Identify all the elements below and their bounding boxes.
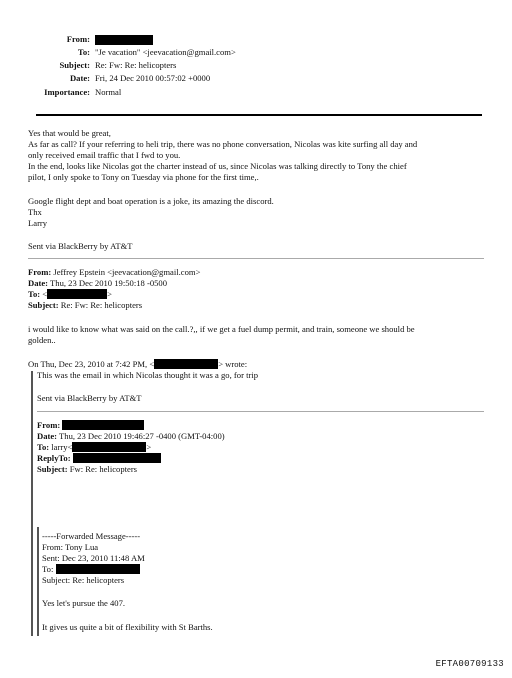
from-label: From: (37, 420, 61, 430)
redaction-box (72, 442, 146, 452)
importance-label: Importance: (44, 87, 90, 97)
forward-body-line: Yes let's pursue the 407. (42, 598, 126, 608)
to-label: To: (77, 47, 90, 57)
message-divider (28, 258, 484, 259)
to-prefix: < (42, 289, 48, 299)
msg2-body-line: i would like to know what was said on the call.?,, if we get a fuel dump permit, and train, someone we should be (28, 324, 415, 334)
quote-line: This was the email in which Nicolas thought it was a go, for trip (37, 370, 259, 380)
redaction-box (154, 359, 218, 369)
redaction-box (95, 35, 153, 45)
redaction-box (62, 420, 144, 430)
redaction-box (56, 564, 140, 574)
from-label: From: (28, 267, 52, 277)
quote-signature: Sent via BlackBerry by AT&T (37, 393, 142, 403)
reply-line: Larry (28, 218, 48, 228)
reply-line: Yes that would be great, (28, 128, 111, 138)
date-label: Date: (37, 431, 58, 441)
redaction-box (73, 453, 161, 463)
redaction-box (47, 289, 107, 299)
subject-value: Re: Fw: Re: helicopters (60, 300, 143, 310)
msg2-body-line: golden.. (28, 335, 56, 345)
forward-from: From: Tony Lua (42, 542, 99, 552)
header-divider (36, 114, 482, 116)
importance-value: Normal (95, 87, 122, 97)
date-label: Date: (69, 73, 90, 83)
to-suffix: > (107, 289, 112, 299)
forward-body-line: It gives us quite a bit of flexibility with St Barths. (42, 622, 213, 632)
subject-label: Subject: (59, 60, 90, 70)
forward-sent: Sent: Dec 23, 2010 11:48 AM (42, 553, 145, 563)
replyto-label: ReplyTo: (37, 453, 71, 463)
subject-value: Re: Fw: Re: helicopters (95, 60, 177, 70)
to-prefix: larry< (51, 442, 73, 452)
forward-bar (37, 527, 39, 636)
reply-line: Google flight dept and boat operation is a joke, its amazing the discord. (28, 196, 274, 206)
quote-bar (31, 371, 33, 636)
date-value: Fri, 24 Dec 2010 00:57:02 +0000 (95, 73, 211, 83)
forward-subject: Subject: Re: helicopters (42, 575, 125, 585)
to-label: To: (37, 442, 50, 452)
date-value: Thu, 23 Dec 2010 19:46:27 -0400 (GMT-04:00) (59, 431, 225, 441)
signature: Sent via BlackBerry by AT&T (28, 241, 133, 251)
reply-line: Thx (28, 207, 42, 217)
date-label: Date: (28, 278, 49, 288)
to-label: To: (28, 289, 41, 299)
from-label: From: (66, 34, 90, 44)
quote-attribution (28, 359, 247, 369)
reply-line: As far as call? If your referring to heli trip, there was no phone conversation, Nicolas was kite surfing all day and (28, 139, 418, 149)
from-value: Jeffrey Epstein <jeevacation@gmail.com> (53, 267, 201, 277)
message-divider (37, 411, 484, 412)
quote-prefix: On Thu, Dec 23, 2010 at 7:42 PM, < (28, 359, 155, 369)
subject-label: Subject: (37, 464, 68, 474)
reply-line: In the end, looks like Nicolas got the charter instead of us, since Nicolas was talking directly to Tony the chief (28, 161, 407, 171)
subject-value: Fw: Re: helicopters (69, 464, 138, 474)
reply-line: pilot, I only spoke to Tony on Tuesday via phone for the first time,. (28, 172, 259, 182)
forward-to-label: To: (42, 564, 54, 574)
quote-suffix: > wrote: (218, 359, 248, 369)
date-value: Thu, 23 Dec 2010 19:50:18 -0500 (50, 278, 168, 288)
forward-title: -----Forwarded Message----- (42, 531, 141, 541)
to-suffix: > (146, 442, 152, 452)
document-id: EFTA00709133 (435, 659, 504, 669)
to-value: "Je vacation" <jeevacation@gmail.com> (95, 47, 236, 57)
reply-line: only received email traffic that I fwd to you. (28, 150, 181, 160)
subject-label: Subject: (28, 300, 59, 310)
